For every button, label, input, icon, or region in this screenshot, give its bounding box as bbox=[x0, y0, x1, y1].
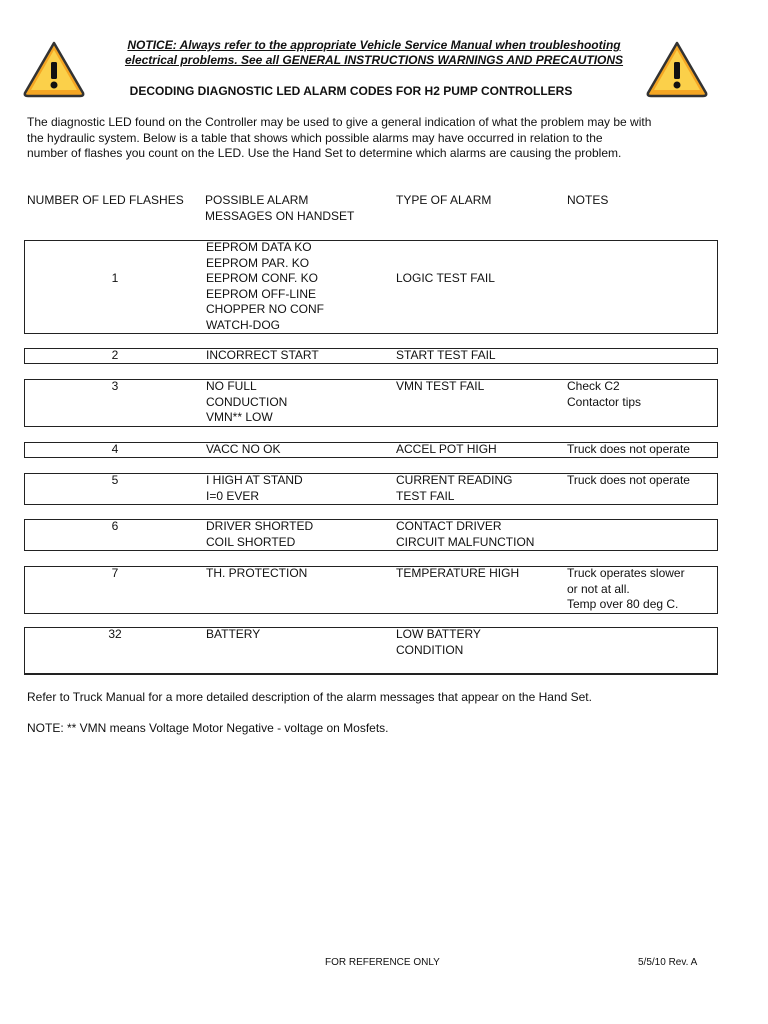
alarm-messages-line: CONDUCTION bbox=[206, 394, 288, 409]
header-notes: NOTES bbox=[567, 193, 609, 207]
alarm-messages-line: WATCH-DOG bbox=[206, 317, 280, 332]
intro-line: the hydraulic system. Below is a table that shows which possible alarms may have occurred in relation to the bbox=[27, 130, 603, 145]
footer-reference: FOR REFERENCE ONLY bbox=[325, 957, 440, 968]
alarm-messages bbox=[206, 473, 303, 504]
alarm-messages-line: EEPROM OFF-LINE bbox=[206, 286, 317, 301]
alarm-notes-line: Contactor tips bbox=[567, 394, 642, 409]
alarm-messages bbox=[206, 627, 260, 643]
alarm-type-line: CIRCUIT MALFUNCTION bbox=[396, 534, 535, 549]
alarm-messages-line: EEPROM PAR. KO bbox=[206, 255, 310, 270]
alarm-messages bbox=[206, 442, 280, 458]
alarm-type-line: VMN TEST FAIL bbox=[396, 379, 485, 393]
intro-line: number of flashes you count on the LED. Use the Hand Set to determine which alarms are causing the problem. bbox=[27, 146, 622, 161]
table-row bbox=[24, 473, 718, 505]
alarm-notes-line: Truck does not operate bbox=[567, 473, 690, 487]
alarm-type-line: CONTACT DRIVER bbox=[396, 519, 502, 533]
footer-revision: 5/5/10 Rev. A bbox=[638, 957, 698, 968]
alarm-messages bbox=[206, 566, 307, 582]
intro-paragraph bbox=[27, 115, 727, 162]
table-row bbox=[24, 566, 718, 614]
alarm-messages-line: I HIGH AT STAND bbox=[206, 473, 303, 487]
alarm-messages bbox=[206, 379, 287, 426]
notice-line-2: electrical problems. See all GENERAL INSTRUCTIONS WARNINGS AND PRECAUTIONS bbox=[124, 53, 624, 67]
table-row bbox=[24, 379, 718, 427]
alarm-type-line: ACCEL POT HIGH bbox=[396, 442, 497, 456]
alarm-messages bbox=[206, 240, 324, 334]
alarm-type bbox=[396, 442, 497, 458]
flash-count: 1 bbox=[111, 271, 119, 285]
alarm-type-line: LOW BATTERY bbox=[396, 627, 481, 641]
alarm-messages-line: VMN** LOW bbox=[206, 410, 273, 425]
header-flashes: NUMBER OF LED FLASHES bbox=[27, 193, 184, 207]
alarm-messages-line: EEPROM CONF. KO bbox=[206, 271, 319, 286]
flash-count: 32 bbox=[108, 627, 122, 641]
alarm-messages-line: DRIVER SHORTED bbox=[206, 519, 314, 533]
alarm-notes-line: Truck operates slower bbox=[567, 566, 685, 580]
vmn-note: NOTE: ** VMN means Voltage Motor Negative - voltage on Mosfets. bbox=[27, 721, 389, 735]
table-row bbox=[24, 519, 718, 551]
alarm-type-line: TEMPERATURE HIGH bbox=[396, 566, 520, 580]
header-messages bbox=[205, 193, 354, 224]
alarm-notes-line: Temp over 80 deg C. bbox=[567, 597, 679, 612]
alarm-type bbox=[396, 519, 534, 550]
alarm-notes bbox=[567, 473, 690, 489]
alarm-messages bbox=[206, 348, 319, 364]
notice-text bbox=[90, 38, 658, 68]
flash-count: 4 bbox=[111, 442, 119, 456]
alarm-notes-line: Truck does not operate bbox=[567, 442, 690, 456]
header-type: TYPE OF ALARM bbox=[396, 193, 492, 207]
document-title: DECODING DIAGNOSTIC LED ALARM CODES FOR H2 PUMP CONTROLLERS bbox=[129, 84, 573, 98]
flash-count: 5 bbox=[111, 473, 119, 487]
alarm-type-line: CURRENT READING bbox=[396, 473, 513, 487]
alarm-type-line: START TEST FAIL bbox=[396, 348, 496, 362]
alarm-messages-line: I=0 EVER bbox=[206, 488, 260, 503]
alarm-type-line: TEST FAIL bbox=[396, 488, 455, 503]
alarm-messages bbox=[206, 519, 313, 550]
table-row bbox=[24, 442, 718, 458]
alarm-type-line: CONDITION bbox=[396, 642, 464, 657]
header-messages-line: MESSAGES ON HANDSET bbox=[205, 208, 355, 223]
alarm-notes bbox=[567, 442, 690, 458]
flash-count: 3 bbox=[111, 379, 119, 393]
notice-line-1: NOTICE: Always refer to the appropriate Vehicle Service Manual when troubleshooting bbox=[127, 38, 621, 52]
alarm-type bbox=[396, 271, 495, 287]
table-row bbox=[24, 627, 718, 675]
table-row bbox=[24, 240, 718, 334]
table-row bbox=[24, 348, 718, 364]
alarm-notes-line: or not at all. bbox=[567, 581, 630, 596]
alarm-type bbox=[396, 473, 512, 504]
alarm-notes bbox=[567, 566, 685, 613]
alarm-notes-line: Check C2 bbox=[567, 379, 620, 393]
alarm-messages-line: TH. PROTECTION bbox=[206, 566, 308, 580]
alarm-messages-line: VACC NO OK bbox=[206, 442, 281, 456]
flash-count: 6 bbox=[111, 519, 119, 533]
alarm-messages-line: EEPROM DATA KO bbox=[206, 240, 312, 254]
alarm-messages-line: INCORRECT START bbox=[206, 348, 319, 362]
alarm-notes bbox=[567, 379, 641, 410]
alarm-type bbox=[396, 348, 496, 364]
alarm-type bbox=[396, 566, 519, 582]
alarm-type-line: LOGIC TEST FAIL bbox=[396, 271, 495, 285]
header-messages-line: POSSIBLE ALARM bbox=[205, 193, 309, 207]
refer-note: Refer to Truck Manual for a more detailed description of the alarm messages that appear on the Hand Set. bbox=[27, 690, 592, 704]
alarm-messages-line: COIL SHORTED bbox=[206, 534, 296, 549]
alarm-messages-line: BATTERY bbox=[206, 627, 261, 641]
alarm-type bbox=[396, 379, 484, 395]
alarm-messages-line: NO FULL bbox=[206, 379, 257, 393]
alarm-messages-line: CHOPPER NO CONF bbox=[206, 302, 325, 317]
intro-line: The diagnostic LED found on the Controller may be used to give a general indication of what the problem may be with bbox=[27, 115, 652, 129]
flash-count: 2 bbox=[111, 348, 119, 362]
flash-count: 7 bbox=[111, 566, 119, 580]
alarm-type bbox=[396, 627, 481, 658]
